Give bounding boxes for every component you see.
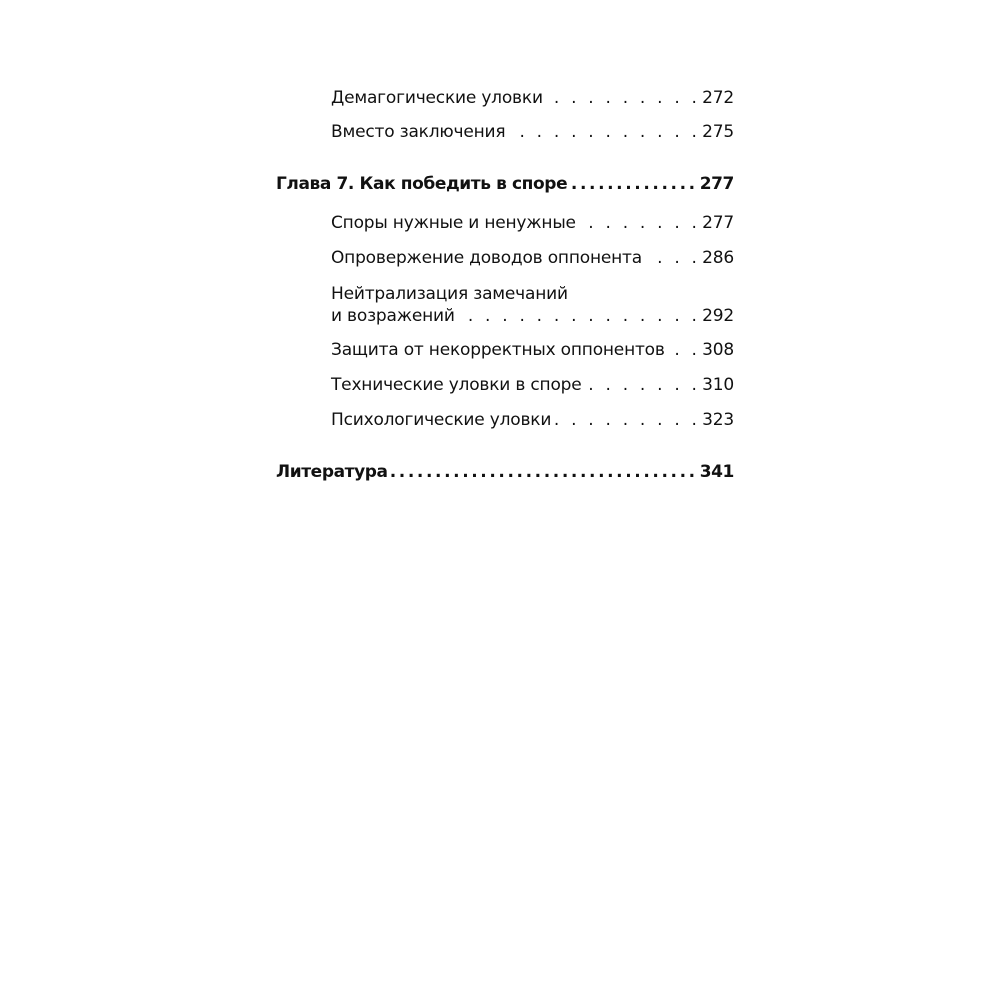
dot-leader <box>391 461 698 483</box>
toc-entry-page: 292 <box>702 306 734 326</box>
table-of-contents <box>276 0 734 1000</box>
toc-entry-page: 323 <box>702 410 734 430</box>
toc-entry <box>331 409 734 431</box>
toc-entry-title: Вместо заключения <box>331 122 506 142</box>
toc-chapter-entry <box>276 461 734 483</box>
dot-leader <box>585 374 701 396</box>
dot-leader <box>554 409 700 431</box>
toc-entry <box>331 247 734 269</box>
toc-entry-page: 286 <box>702 248 734 268</box>
toc-entry-title: Опровержение доводов оппонента <box>331 248 642 268</box>
toc-chapter-title: Литература <box>276 462 388 482</box>
dot-leader <box>546 87 700 109</box>
toc-chapter-entry <box>276 173 734 195</box>
toc-entry-title-line1: Нейтрализация замечаний <box>331 284 568 304</box>
toc-entry-title: Психологические уловки <box>331 410 552 430</box>
dot-leader <box>645 247 700 269</box>
toc-entry-title: Демагогические уловки <box>331 88 543 108</box>
toc-entry-title: Защита от некорректных оппонентов <box>331 340 665 360</box>
toc-chapter-page: 341 <box>699 462 734 482</box>
toc-entry <box>331 283 734 327</box>
toc-entry-page: 277 <box>702 213 734 233</box>
toc-entry <box>331 374 734 396</box>
toc-entry <box>331 212 734 234</box>
dot-leader <box>579 212 700 234</box>
toc-chapter-title: Глава 7. Как победить в споре <box>276 174 568 194</box>
dot-leader <box>508 121 700 143</box>
toc-entry <box>331 121 734 143</box>
toc-entry-page: 275 <box>702 122 734 142</box>
dot-leader <box>458 305 700 327</box>
toc-entry <box>331 339 734 361</box>
toc-chapter-page: 277 <box>699 174 734 194</box>
toc-entry-title-line2: и возражений <box>331 306 455 326</box>
toc-entry-page: 310 <box>702 375 734 395</box>
dot-leader <box>668 339 700 361</box>
toc-entry-page: 308 <box>702 340 734 360</box>
toc-entry-title: Технические уловки в споре <box>331 375 582 395</box>
dot-leader <box>570 173 698 195</box>
toc-entry <box>331 87 734 109</box>
toc-entry-title: Споры нужные и ненужные <box>331 213 576 233</box>
toc-entry-page: 272 <box>702 88 734 108</box>
